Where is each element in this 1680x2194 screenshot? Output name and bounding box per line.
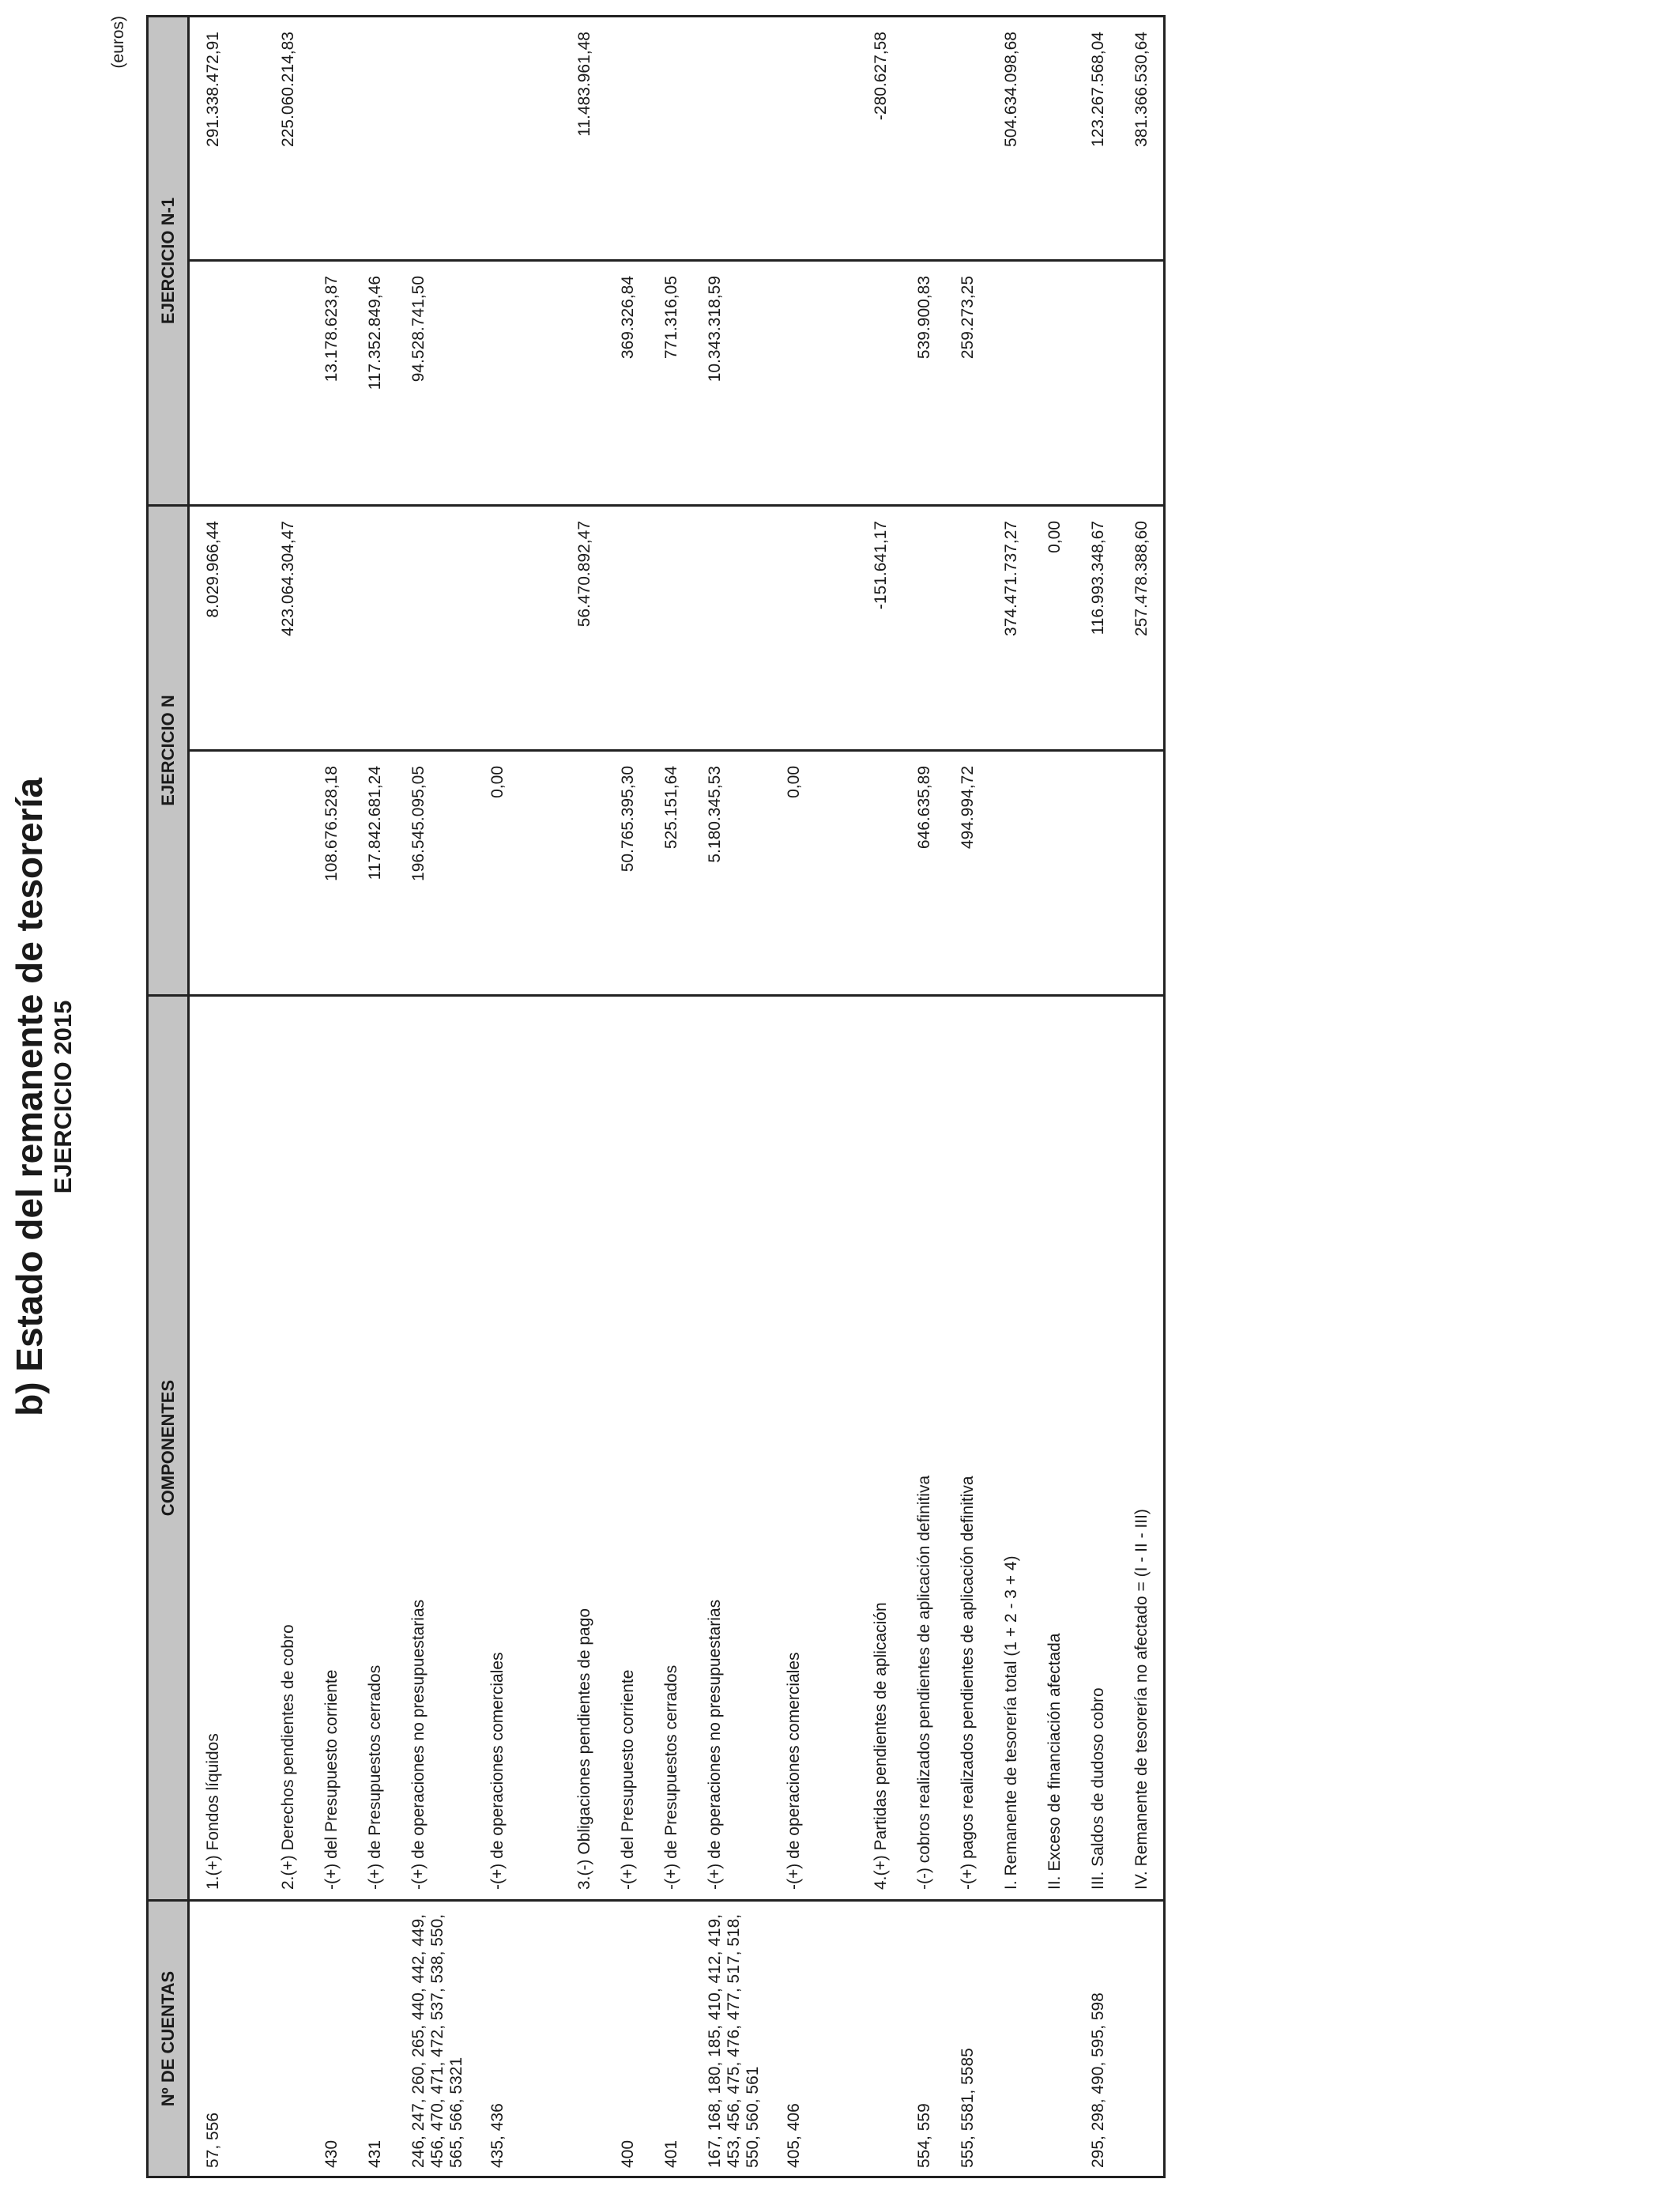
ejercicio-n-detail-cell bbox=[1034, 751, 1078, 996]
componente-cell: -(+) pagos realizados pendientes de aplicación definitiva bbox=[947, 996, 991, 1901]
componente-cell: -(+) de operaciones comerciales bbox=[477, 996, 564, 1901]
ejercicio-n1-total-cell bbox=[477, 17, 564, 261]
cuentas-cell: 167, 168, 180, 185, 410, 412, 419, 453, 456, 475, 476, 477, 517, 518, 550, 560, 561 bbox=[695, 1901, 774, 2177]
ejercicio-n-total-cell bbox=[904, 506, 947, 751]
ejercicio-n1-total-cell bbox=[904, 17, 947, 261]
componente-cell: IV. Remanente de tesorería no afectado = (I - II - III) bbox=[1121, 996, 1165, 1901]
componente-cell: 2.(+) Derechos pendientes de cobro bbox=[268, 996, 311, 1901]
ejercicio-n-total-cell: 56.470.892,47 bbox=[564, 506, 608, 751]
cuentas-cell: 431 bbox=[355, 1901, 398, 2177]
componente-cell: -(+) de operaciones comerciales bbox=[774, 996, 861, 1901]
table-row bbox=[1121, 17, 1165, 2177]
ejercicio-n1-detail-cell bbox=[189, 261, 268, 506]
ejercicio-n-total-cell: 8.029.966,44 bbox=[189, 506, 268, 751]
cuentas-cell: 405, 406 bbox=[774, 1901, 861, 2177]
ejercicio-n-detail-cell: 525.151,64 bbox=[651, 751, 695, 996]
componente-cell: -(+) de Presupuestos cerrados bbox=[355, 996, 398, 1901]
cuentas-cell: 246, 247, 260, 265, 440, 442, 449, 456, 470, 471, 472, 537, 538, 550, 565, 566, 5321 bbox=[398, 1901, 477, 2177]
cuentas-cell: 554, 559 bbox=[904, 1901, 947, 2177]
ejercicio-n-detail-cell bbox=[189, 751, 268, 996]
ejercicio-n1-total-cell: -280.627,58 bbox=[861, 17, 904, 261]
ejercicio-n1-detail-cell bbox=[991, 261, 1034, 506]
header-ejercicio-n1: EJERCICIO N-1 bbox=[148, 17, 189, 506]
table-row bbox=[651, 17, 695, 2177]
ejercicio-n-total-cell: 0,00 bbox=[1034, 506, 1078, 751]
ejercicio-n-total-cell: 374.471.737,27 bbox=[991, 506, 1034, 751]
cuentas-cell: 57, 556 bbox=[189, 1901, 268, 2177]
ejercicio-n1-total-cell: 123.267.568,04 bbox=[1078, 17, 1121, 261]
ejercicio-n-total-cell bbox=[695, 506, 774, 751]
ejercicio-n-detail-cell bbox=[564, 751, 608, 996]
ejercicio-n-detail-cell bbox=[991, 751, 1034, 996]
ejercicio-n1-total-cell bbox=[947, 17, 991, 261]
ejercicio-n-total-cell bbox=[947, 506, 991, 751]
cuentas-cell bbox=[564, 1901, 608, 2177]
ejercicio-n-total-cell bbox=[774, 506, 861, 751]
table-row bbox=[774, 17, 861, 2177]
componente-cell: -(-) cobros realizados pendientes de aplicación definitiva bbox=[904, 996, 947, 1901]
componente-cell: -(+) del Presupuesto corriente bbox=[311, 996, 355, 1901]
ejercicio-n-detail-cell: 108.676.528,18 bbox=[311, 751, 355, 996]
ejercicio-n1-total-cell bbox=[355, 17, 398, 261]
ejercicio-n1-total-cell bbox=[311, 17, 355, 261]
ejercicio-n1-detail-cell: 771.316,05 bbox=[651, 261, 695, 506]
ejercicio-n-detail-cell: 0,00 bbox=[774, 751, 861, 996]
componente-cell: -(+) de Presupuestos cerrados bbox=[651, 996, 695, 1901]
componente-cell: II. Exceso de financiación afectada bbox=[1034, 996, 1078, 1901]
ejercicio-n-detail-cell: 5.180.345,53 bbox=[695, 751, 774, 996]
ejercicio-n-detail-cell: 646.635,89 bbox=[904, 751, 947, 996]
cuentas-cell: 295, 298, 490, 595, 598 bbox=[1078, 1901, 1121, 2177]
ejercicio-n1-detail-cell: 10.343.318,59 bbox=[695, 261, 774, 506]
ejercicio-n-total-cell: -151.641,17 bbox=[861, 506, 904, 751]
ejercicio-n-detail-cell: 117.842.681,24 bbox=[355, 751, 398, 996]
ejercicio-n-detail-cell bbox=[1121, 751, 1165, 996]
page-title: b) Estado del remanente de tesorería bbox=[9, 778, 50, 1416]
table-row bbox=[477, 17, 564, 2177]
cuentas-cell: 555, 5581, 5585 bbox=[947, 1901, 991, 2177]
ejercicio-n-total-cell bbox=[311, 506, 355, 751]
table-row bbox=[564, 17, 608, 2177]
header-ejercicio-n: EJERCICIO N bbox=[148, 506, 189, 996]
ejercicio-n-total-cell bbox=[355, 506, 398, 751]
ejercicio-n-total-cell bbox=[651, 506, 695, 751]
ejercicio-n1-detail-cell: 94.528.741,50 bbox=[398, 261, 477, 506]
ejercicio-n1-detail-cell bbox=[861, 261, 904, 506]
ejercicio-n-total-cell bbox=[477, 506, 564, 751]
ejercicio-n1-total-cell: 504.634.098,68 bbox=[991, 17, 1034, 261]
ejercicio-n-detail-cell bbox=[1078, 751, 1121, 996]
ejercicio-n1-detail-cell bbox=[268, 261, 311, 506]
ejercicio-n1-detail-cell: 369.326,84 bbox=[608, 261, 651, 506]
ejercicio-n1-total-cell: 225.060.214,83 bbox=[268, 17, 311, 261]
table-row bbox=[398, 17, 477, 2177]
componente-cell: -(+) del Presupuesto corriente bbox=[608, 996, 651, 1901]
ejercicio-n1-detail-cell bbox=[1034, 261, 1078, 506]
ejercicio-n1-total-cell bbox=[651, 17, 695, 261]
table-header-row bbox=[148, 17, 189, 2177]
cuentas-cell bbox=[991, 1901, 1034, 2177]
cuentas-cell: 435, 436 bbox=[477, 1901, 564, 2177]
ejercicio-n1-total-cell bbox=[1034, 17, 1078, 261]
remanente-table bbox=[146, 15, 1166, 2178]
ejercicio-n1-total-cell: 11.483.961,48 bbox=[564, 17, 608, 261]
componente-cell: -(+) de operaciones no presupuestarias bbox=[695, 996, 774, 1901]
ejercicio-n1-detail-cell bbox=[1121, 261, 1165, 506]
table-row bbox=[1078, 17, 1121, 2177]
units-label: (euros) bbox=[109, 16, 127, 69]
table-row bbox=[189, 17, 268, 2177]
ejercicio-n-detail-cell: 0,00 bbox=[477, 751, 564, 996]
table-body bbox=[189, 17, 1165, 2177]
cuentas-cell: 400 bbox=[608, 1901, 651, 2177]
ejercicio-n1-detail-cell bbox=[564, 261, 608, 506]
ejercicio-n1-total-cell: 291.338.472,91 bbox=[189, 17, 268, 261]
ejercicio-n1-detail-cell bbox=[1078, 261, 1121, 506]
componente-cell: 1.(+) Fondos líquidos bbox=[189, 996, 268, 1901]
ejercicio-n-detail-cell: 50.765.395,30 bbox=[608, 751, 651, 996]
header-componentes: COMPONENTES bbox=[148, 996, 189, 1901]
ejercicio-n1-detail-cell bbox=[477, 261, 564, 506]
table-row bbox=[311, 17, 355, 2177]
ejercicio-n-detail-cell bbox=[268, 751, 311, 996]
table-row bbox=[608, 17, 651, 2177]
ejercicio-n1-detail-cell: 539.900,83 bbox=[904, 261, 947, 506]
ejercicio-n1-detail-cell: 259.273,25 bbox=[947, 261, 991, 506]
header-cuentas: Nº DE CUENTAS bbox=[148, 1901, 189, 2177]
ejercicio-n1-total-cell: 381.366.530,64 bbox=[1121, 17, 1165, 261]
table-row bbox=[904, 17, 947, 2177]
ejercicio-n1-detail-cell: 117.352.849,46 bbox=[355, 261, 398, 506]
ejercicio-n-total-cell bbox=[398, 506, 477, 751]
ejercicio-n-detail-cell: 494.994,72 bbox=[947, 751, 991, 996]
table-row bbox=[268, 17, 311, 2177]
ejercicio-n1-total-cell bbox=[398, 17, 477, 261]
cuentas-cell bbox=[1121, 1901, 1165, 2177]
componente-cell: 3.(-) Obligaciones pendientes de pago bbox=[564, 996, 608, 1901]
cuentas-cell bbox=[861, 1901, 904, 2177]
cuentas-cell: 401 bbox=[651, 1901, 695, 2177]
table-row bbox=[695, 17, 774, 2177]
page-subtitle: EJERCICIO 2015 bbox=[49, 1000, 77, 1194]
ejercicio-n1-total-cell bbox=[608, 17, 651, 261]
ejercicio-n1-total-cell bbox=[774, 17, 861, 261]
componente-cell: III. Saldos de dudoso cobro bbox=[1078, 996, 1121, 1901]
componente-cell: 4.(+) Partidas pendientes de aplicación bbox=[861, 996, 904, 1901]
table-row bbox=[991, 17, 1034, 2177]
ejercicio-n-total-cell: 257.478.388,60 bbox=[1121, 506, 1165, 751]
ejercicio-n1-detail-cell: 13.178.623,87 bbox=[311, 261, 355, 506]
ejercicio-n-total-cell: 423.064.304,47 bbox=[268, 506, 311, 751]
table-row bbox=[861, 17, 904, 2177]
componente-cell: -(+) de operaciones no presupuestarias bbox=[398, 996, 477, 1901]
cuentas-cell bbox=[1034, 1901, 1078, 2177]
table-row bbox=[1034, 17, 1078, 2177]
table-row bbox=[947, 17, 991, 2177]
ejercicio-n-detail-cell bbox=[861, 751, 904, 996]
cuentas-cell: 430 bbox=[311, 1901, 355, 2177]
table-row bbox=[355, 17, 398, 2177]
componente-cell: I. Remanente de tesorería total (1 + 2 - 3 + 4) bbox=[991, 996, 1034, 1901]
ejercicio-n-total-cell bbox=[608, 506, 651, 751]
ejercicio-n1-detail-cell bbox=[774, 261, 861, 506]
ejercicio-n-total-cell: 116.993.348,67 bbox=[1078, 506, 1121, 751]
ejercicio-n-detail-cell: 196.545.095,05 bbox=[398, 751, 477, 996]
cuentas-cell bbox=[268, 1901, 311, 2177]
ejercicio-n1-total-cell bbox=[695, 17, 774, 261]
